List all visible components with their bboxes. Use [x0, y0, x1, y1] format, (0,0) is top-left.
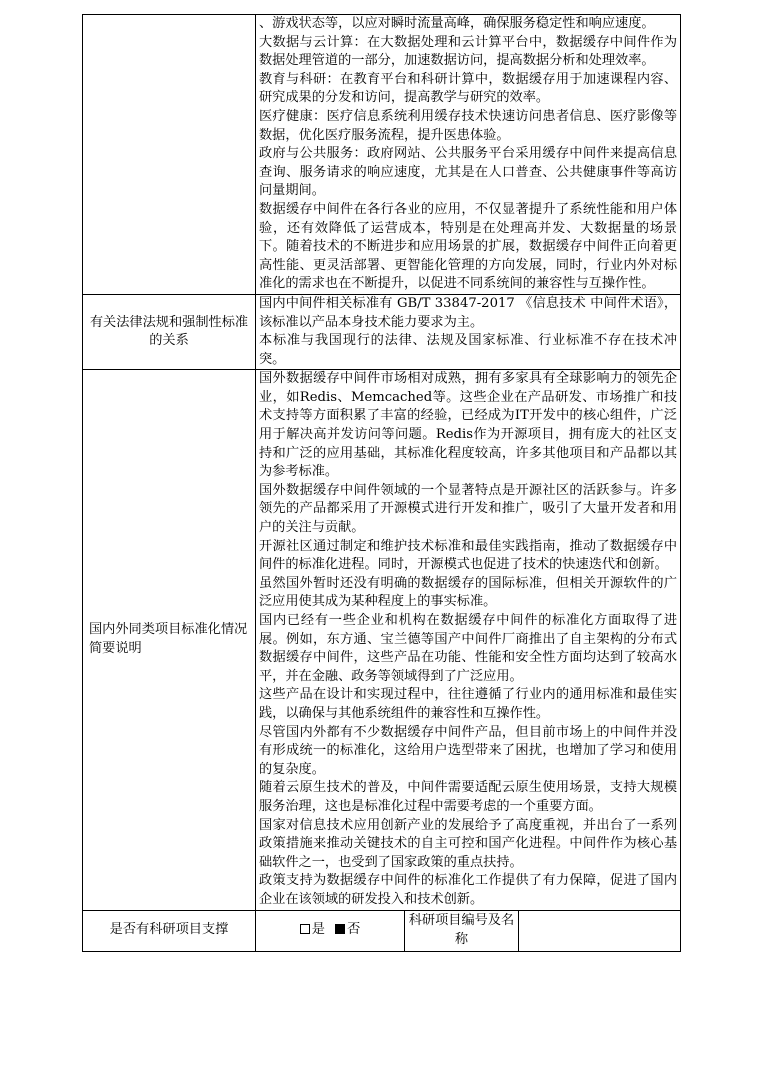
status-paragraph: 这些产品在设计和实现过程中，往往遵循了行业内的通用标准和最佳实践，以确保与其他系统组件的兼容性和互操作性。	[259, 687, 678, 721]
law-paragraph: 本标准与我国现行的法律、法规及国家标准、行业标准不存在技术冲突。	[259, 333, 678, 367]
status-paragraph: 国外数据缓存中间件领域的一个显著特点是开源社区的活跃参与。许多领先的产品都采用了开源模式进行开发和推广，吸引了大量开发者和用户的关注与贡献。	[259, 482, 678, 536]
research-label: 是否有科研项目支撑	[83, 910, 256, 951]
application-paragraph: 、游戏状态等，以应对瞬时流量高峰，确保服务稳定性和响应速度。	[259, 16, 655, 31]
application-label-cell	[83, 15, 256, 295]
status-label: 国内外同类项目标准化情况简要说明	[83, 370, 256, 910]
no-label: 否	[347, 922, 361, 938]
application-paragraph: 大数据与云计算：在大数据处理和云计算平台中，数据缓存中间件作为数据处理管道的一部分，加速数据访问，提高数据分析和处理效率。	[259, 34, 678, 69]
application-paragraph: 教育与科研：在教育平台和科研计算中，数据缓存用于加速课程内容、研究成果的分发和访问，提高教学与研究的效率。	[259, 71, 678, 106]
project-label: 科研项目编号及名称	[405, 910, 519, 951]
status-paragraph: 虽然国外暂时还没有明确的数据缓存的国际标准，但相关开源软件的广泛应用使其成为某种程度上的事实标准。	[259, 575, 678, 610]
application-paragraph: 政府与公共服务：政府网站、公共服务平台采用缓存中间件来提高信息查询、服务请求的响应速度，尤其是在人口普查、公共健康事件等高访问量期间。	[259, 146, 678, 199]
law-content	[256, 294, 681, 369]
research-choice	[256, 910, 405, 951]
status-paragraph: 随着云原生技术的普及，中间件需要适配云原生使用场景，支持大规模服务治理，这也是标准化过程中需要考虑的一个重要方面。	[259, 780, 678, 814]
law-row	[83, 294, 681, 369]
law-paragraph: 国内中间件相关标准有 GB/T 33847-2017 《信息技术 中间件术语》，该标准以产品本身技术能力要求为主。	[259, 295, 678, 330]
law-label: 有关法律法规和强制性标准的关系	[83, 294, 256, 369]
status-content	[256, 370, 681, 910]
status-paragraph: 国家对信息技术应用创新产业的发展给予了高度重视，并出台了一系列政策措施来推动关键技术的自主可控和国产化进程。中间件作为核心基础软件之一，也受到了国家政策的重点扶持。	[259, 817, 678, 870]
status-paragraph: 开源社区通过制定和维护技术标准和最佳实践指南，推动了数据缓存中间件的标准化进程。同时，开源模式也促进了技术的快速迭代和创新。	[259, 538, 678, 573]
yes-label: 是	[311, 922, 325, 938]
form-table	[82, 14, 681, 952]
yes-checkbox[interactable]	[300, 924, 310, 934]
no-checkbox[interactable]	[335, 924, 345, 934]
status-row	[83, 370, 681, 910]
application-content	[256, 15, 681, 295]
project-value[interactable]	[519, 910, 681, 951]
status-paragraph: 政策支持为数据缓存中间件的标准化工作提供了有力保障，促进了国内企业在该领域的研发投入和技术创新。	[259, 873, 678, 907]
research-row	[83, 910, 681, 951]
status-paragraph: 尽管国内外都有不少数据缓存中间件产品，但目前市场上的中间件并没有形成统一的标准化，这给用户选型带来了困扰，也增加了学习和使用的复杂度。	[259, 724, 678, 777]
status-paragraph: 国内已经有一些企业和机构在数据缓存中间件的标准化方面取得了进展。例如，东方通、宝兰德等国产中间件厂商推出了自主架构的分布式数据缓存中间件，这些产品在功能、性能和安全性方面均达到了较高水平，并在金融、政务等领域得到了广泛应用。	[259, 613, 678, 684]
application-row	[83, 15, 681, 295]
application-paragraph: 数据缓存中间件在各行各业的应用，不仅显著提升了系统性能和用户体验，还有效降低了运营成本，特别是在处理高并发、大数据量的场景下。随着技术的不断进步和应用场景的扩展，数据缓存中间件正向着更高性能、更灵活部署、更智能化管理的方向发展，同时，行业内外对标准化的需求也在不断提升，以促进不同系统间的兼容性与互操作性。	[259, 201, 678, 292]
application-paragraph: 医疗健康：医疗信息系统利用缓存技术快速访问患者信息、医疗影像等数据，优化医疗服务流程，提升医患体验。	[259, 108, 678, 143]
status-paragraph: 国外数据缓存中间件市场相对成熟，拥有多家具有全球影响力的领先企业，如Redis、Memcached等。这些企业在产品研发、市场推广和技术支持等方面积累了丰富的经验，已经成为IT开发中的核心组件，广泛用于解决高并发访问等问题。Redis作为开源项目，拥有庞大的社区支持和广泛的应用基础，其标准化程度较高，许多其他项目和产品都以其为参考标准。	[259, 371, 678, 480]
